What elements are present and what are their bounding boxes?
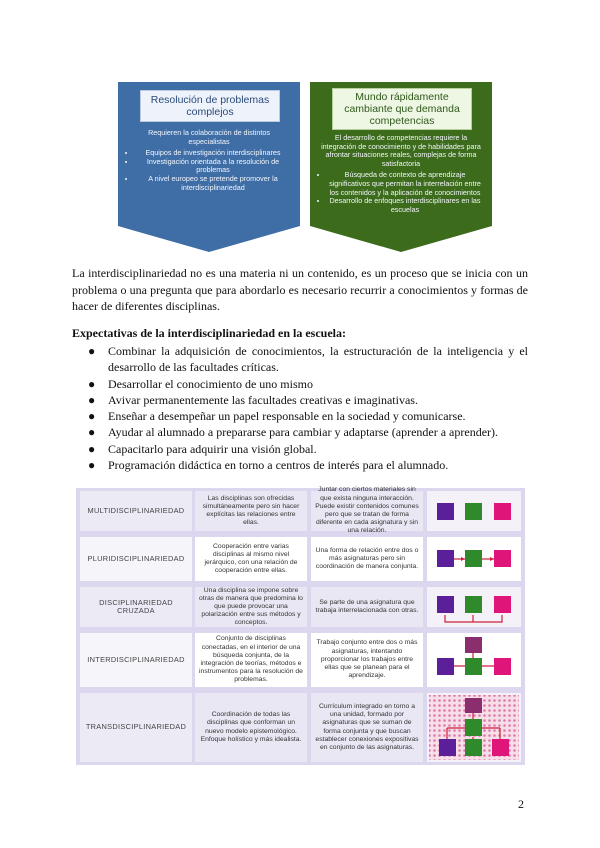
row-description: Una disciplina se impone sobre otras de manera que predomina lo que puede provocar una polarización entre sus métodos y conceptos. [195,587,307,627]
table-row [76,690,525,765]
list-item: ● Capacitarlo para adquirir una visión global. [88,441,317,456]
row-description: Se parte de una asignatura que trabaja interrelacionada con otras. [311,587,423,627]
left-panel-body [128,129,290,192]
row-name: INTERDISCIPLINARIEDAD [80,633,192,687]
row-description: Las disciplinas son ofrecidas simultáneamente pero sin hacer explícitas las relaciones entre ellas. [195,491,307,531]
disciplinarity-table [76,488,525,765]
row-description: Currículum integrado en torno a una unidad, formado por asignaturas que se suman de forma conjunta y que buscan establecer conexiones expositivas en conjunto de las asignaturas. [311,693,423,762]
row-name: MULTIDISCIPLINARIEDAD [80,491,192,531]
list-item: • Búsqueda de contexto de aprendizaje significativos que permitan la interrelación entre los contenidos y la aplicación de conocimientos [328,171,482,197]
list-item: ● Combinar la adquisición de conocimientos, la estructuración de la inteligencia y el desarrollo de las facultades críticas. [88,344,528,375]
table-row [76,584,525,630]
right-panel-title: Mundo rápidamente cambiante que demanda competencias [332,88,472,130]
bullet-icon: ● [88,441,96,456]
table-row [76,630,525,690]
left-panel [118,82,300,252]
expectations-list [72,343,528,473]
left-panel-list [128,149,290,192]
list-item: • Investigación orientada a la resolución de problemas [136,158,290,175]
row-name: PLURIDISCIPLINARIEDAD [80,537,192,581]
list-item: • A nivel europeo se pretende promover la interdisciplinariedad [136,175,290,192]
row-description: Trabajo conjunto entre dos o más asignaturas, intentando proporcionar los trabajos entre ellas que se planean para el aprendizaje. [311,633,423,687]
bullet-icon: ● [88,458,96,473]
list-item: ● Desarrollar el conocimiento de uno mismo [88,376,313,391]
table-row [76,534,525,584]
bullet-icon: ● [88,344,96,358]
list-item: ● Programación didáctica en torno a centros de interés para el alumnado. [88,458,449,473]
right-panel-body [320,134,482,214]
right-panel-intro: El desarrollo de competencias requiere la integración de conocimiento y de habilidades para afrontar situaciones reales, complejas de forma satisfactoria [321,133,481,168]
cross-disciplinary-diagram [427,587,521,627]
list-item: ● Avivar permanentemente las facultades creativas e imaginativas. [88,392,418,407]
right-panel [310,82,492,252]
row-description: Cooperación entre varias disciplinas al mismo nivel jerárquico, con una relación de cooperación entre ellas. [195,537,307,581]
row-description: Coordinación de todas las disciplinas que conforman un nuevo modelo epistemológico. Enfoque holístico y más idealista. [195,693,307,762]
page-number: 2 [518,797,524,811]
right-panel-list [320,171,482,214]
bullet-icon: ● [88,392,96,407]
left-panel-title: Resolución de problemas complejos [140,90,280,122]
bullet-icon: ● [88,409,96,424]
row-description: Juntar con ciertos materiales sin que exista ninguna interacción. Puede existir contenidos comunes pero que se tratan de forma diferente en cada asignatura y sin una relación. [311,491,423,531]
list-item: • Desarrollo de enfoques interdisciplinares en las escuelas [328,197,482,214]
interdisciplinary-diagram [427,633,521,687]
multidisciplinary-diagram [427,491,521,531]
table-row [76,488,525,534]
pluridisciplinary-diagram [427,537,521,581]
left-panel-intro: Requieren la colaboración de distintos especialistas [148,128,270,146]
infographic [118,82,492,252]
row-name: TRANSDISCIPLINARIEDAD [80,693,192,762]
expectations-heading: Expectativas de la interdisciplinariedad en la escuela: [72,326,346,340]
list-item: • Equipos de investigación interdisciplinares [136,149,290,158]
bullet-icon: ● [88,376,96,391]
transdisciplinary-diagram [427,693,521,762]
row-name: DISCIPLINARIEDAD CRUZADA [80,587,192,627]
list-item: ● Enseñar a desempeñar un papel responsable en la sociedad y comunicarse. [88,409,466,424]
row-description: Conjunto de disciplinas conectadas, en el interior de una búsqueda conjunta, de la integración de teorías, métodos e instrumentos para la resolución de problemas. [195,633,307,687]
row-description: Una forma de relación entre dos o más asignaturas pero sin coordinación de manera conjunta. [311,537,423,581]
bullet-icon: ● [88,425,96,440]
list-item: ● Ayudar al alumnado a prepararse para cambiar y adaptarse (aprender a aprender). [88,425,499,440]
intro-paragraph: La interdisciplinariedad no es una materia ni un contenido, es un proceso que se inicia con un problema o una pregunta que para abordarlo es necesario recurrir a conocimientos y formas de hacer de diferentes disciplinas. [72,266,528,313]
